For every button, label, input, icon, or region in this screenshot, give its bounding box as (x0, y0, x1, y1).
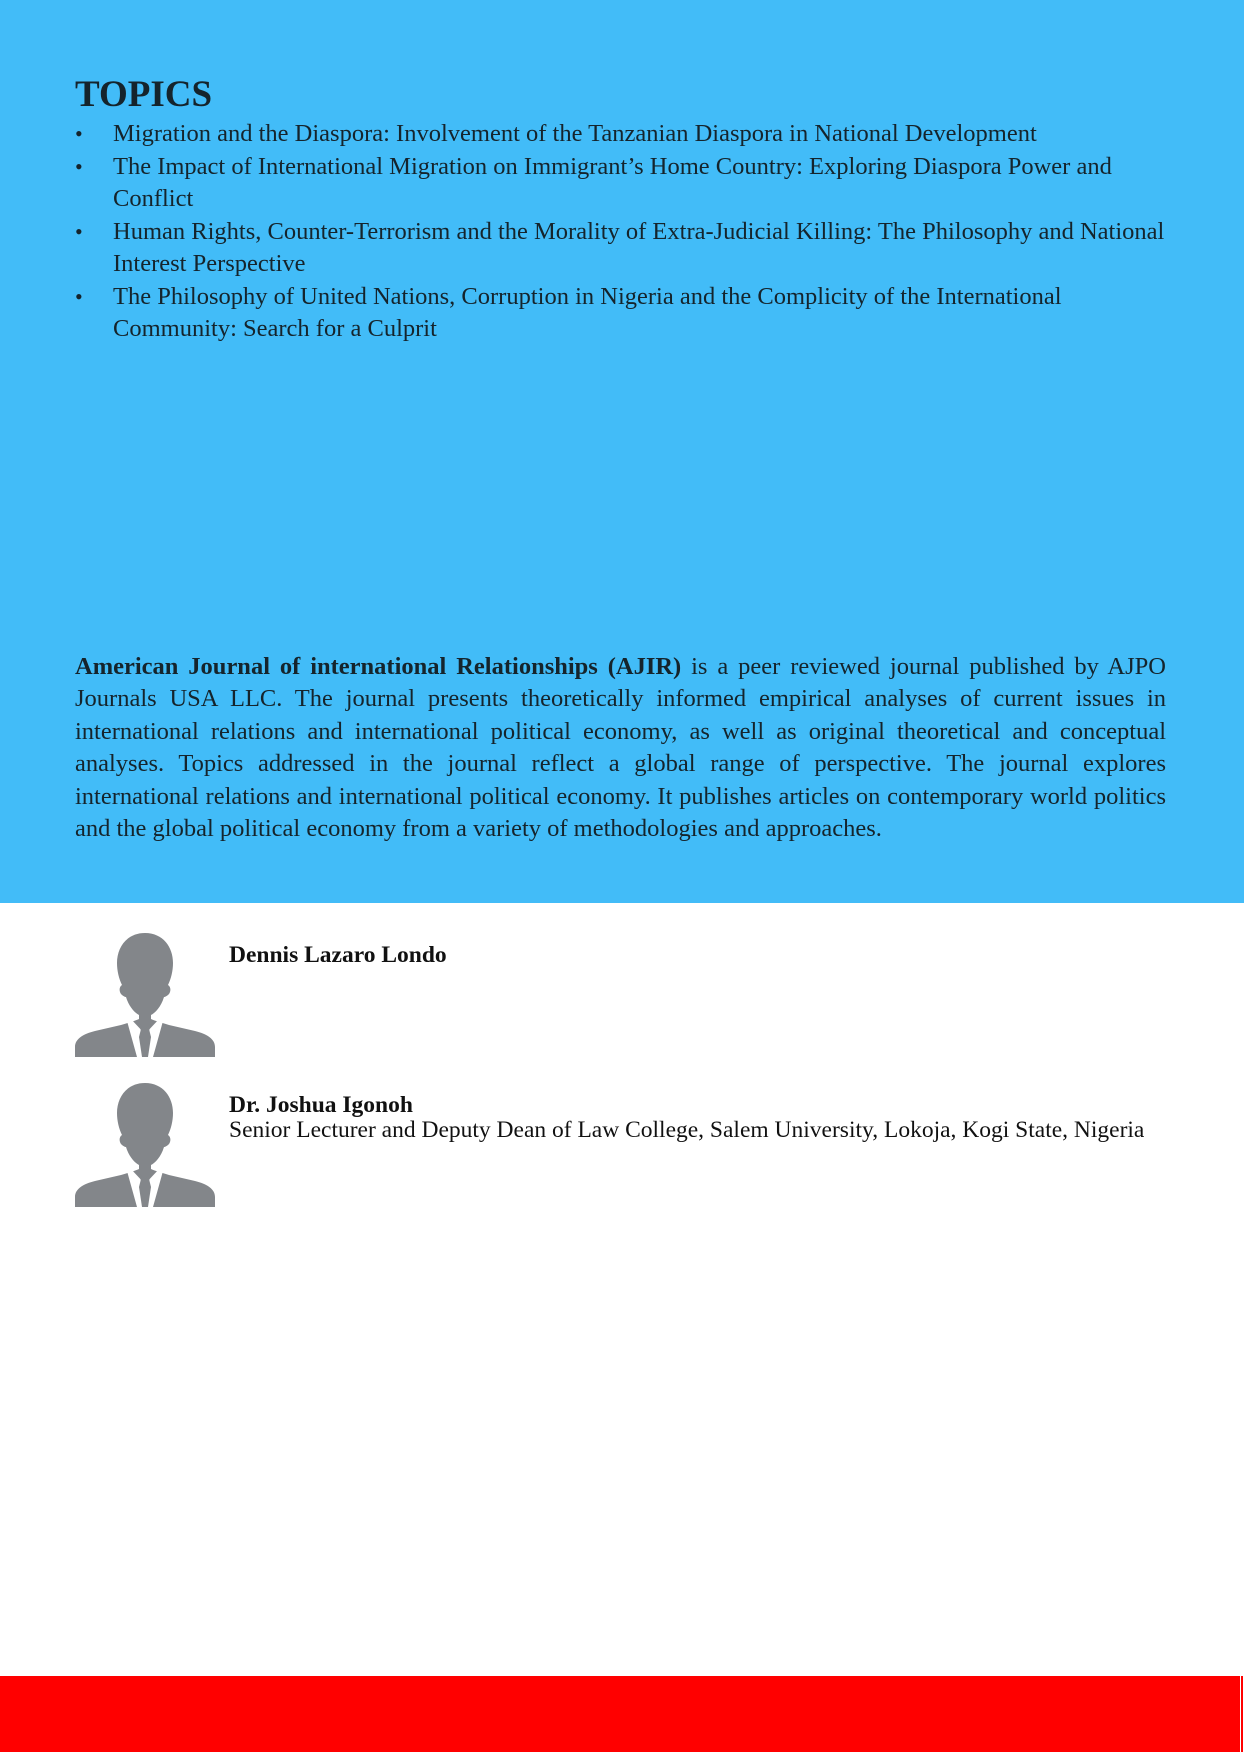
topic-text: The Philosophy of United Nations, Corruption in Nigeria and the Complicity of the International Community: Search for a Culprit (113, 283, 1062, 342)
topic-text: The Impact of International Migration on Immigrant’s Home Country: Exploring Diaspora Power and Conflict (113, 153, 1112, 212)
bullet-icon: • (75, 121, 83, 146)
topic-text: Human Rights, Counter-Terrorism and the Morality of Extra-Judicial Killing: The Philosophy and National Interest Perspective (113, 218, 1165, 277)
topic-text: Migration and the Diaspora: Involvement of the Tanzanian Diaspora in National Development (113, 120, 1037, 147)
author-affiliation: Senior Lecturer and Deputy Dean of Law College, Salem University, Lokoja, Kogi State, Nigeria (229, 1117, 1145, 1143)
author-name: Dennis Lazaro Londo (229, 942, 447, 968)
person-silhouette-icon (75, 933, 215, 1057)
topic-list (75, 118, 1175, 345)
topics-heading: TOPICS (75, 74, 213, 115)
author-details (229, 1093, 1179, 1143)
topic-item (75, 151, 1175, 215)
footer-band (0, 1676, 1240, 1752)
bullet-icon: • (75, 154, 83, 179)
footer-band-edge-line (1241, 1676, 1243, 1752)
topic-item (75, 118, 1175, 150)
topic-item (75, 216, 1175, 280)
author-card (75, 1083, 1175, 1207)
bullet-icon: • (75, 219, 83, 244)
author-name: Dr. Joshua Igonoh (229, 1092, 413, 1118)
journal-description-text: is a peer reviewed journal published by AJPO Journals USA LLC. The journal presents theoretically informed empirical analyses of current issues in international relations and international political economy, as well as original theoretical and conceptual analyses. Topics addressed in the journal reflect a global range of perspective. The journal explores international relations and international political economy. It publishes articles on contemporary world politics and the global political economy from a variety of methodologies and approaches. (75, 652, 1166, 843)
journal-description (75, 651, 1166, 847)
author-card (75, 933, 1175, 1057)
topic-item (75, 281, 1175, 345)
bullet-icon: • (75, 284, 83, 309)
person-silhouette-icon (75, 1083, 215, 1207)
journal-name: American Journal of international Relationships (AJIR) (75, 652, 682, 680)
author-details (229, 943, 1179, 968)
topics-section (75, 74, 1175, 346)
